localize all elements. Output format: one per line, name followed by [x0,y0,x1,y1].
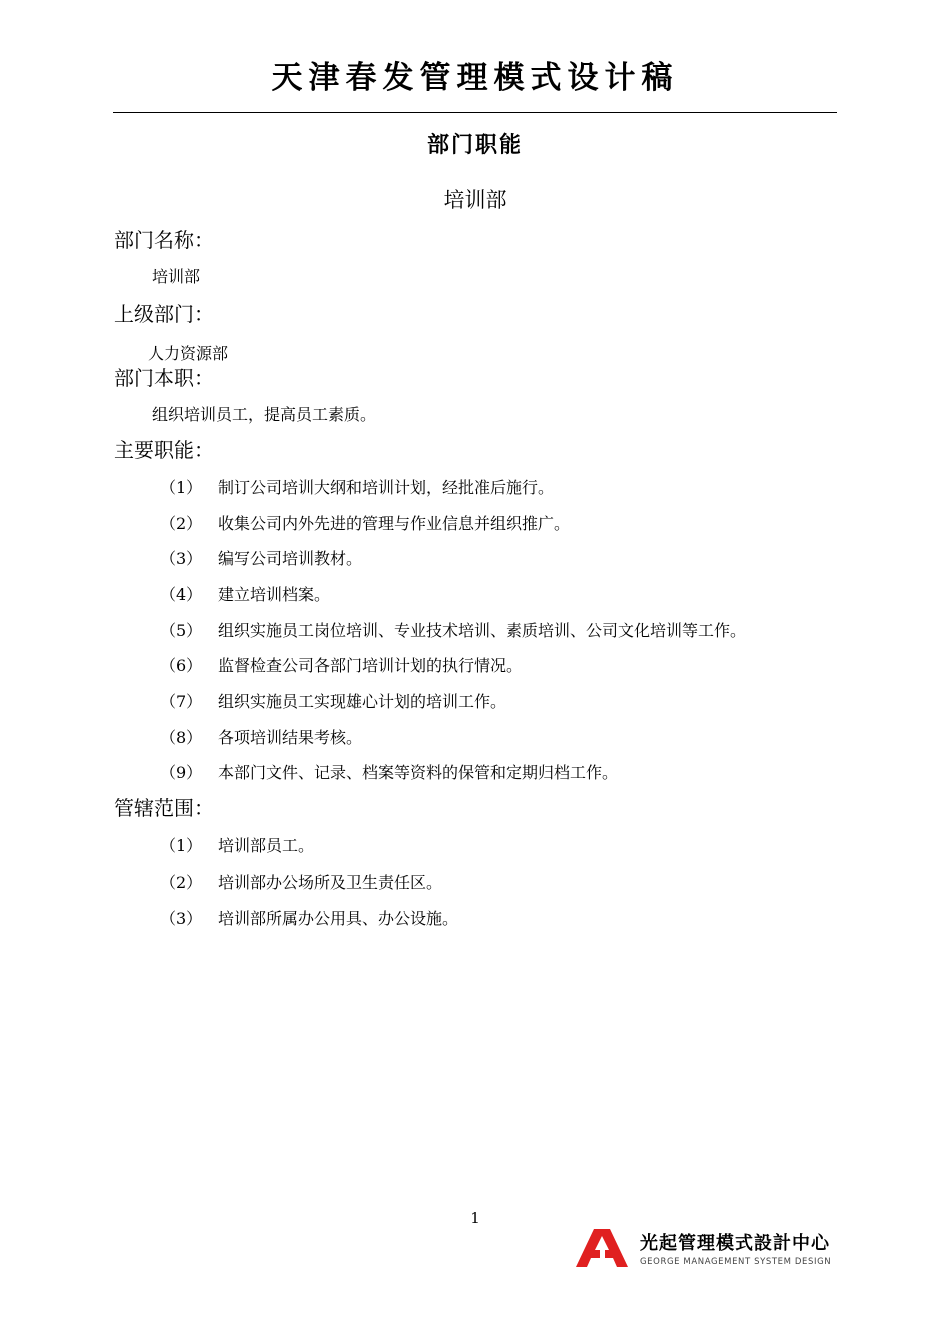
item-number: （1） [160,836,203,855]
logo-a-icon [574,1227,630,1267]
logo-english-name: GEORGE MANAGEMENT SYSTEM DESIGN [640,1257,832,1267]
item-text: 建立培训档案。 [218,585,331,604]
function-item [160,546,362,569]
item-number: （2） [160,514,203,533]
function-item [160,511,570,534]
item-text: 培训部办公场所及卫生责任区。 [218,873,443,892]
item-number: （5） [160,621,203,640]
item-text: 收集公司内外先进的管理与作业信息并组织推广。 [218,514,571,533]
department-title: 培训部 [443,188,507,212]
document-title: 天津春发管理模式设计稿 [271,60,679,96]
item-text: 组织实施员工岗位培训、专业技术培训、素质培训、公司文化培训等工作。 [218,621,747,640]
parent-dept-value: 人力资源部 [148,344,229,363]
company-logo [574,1227,839,1271]
item-number: （3） [160,909,203,928]
function-item [160,618,746,641]
item-text: 各项培训结果考核。 [218,728,363,747]
function-item [160,689,506,712]
item-number: （1） [160,478,203,497]
dept-name-value: 培训部 [152,267,201,286]
dept-duty-value: 组织培训员工，提高员工素质。 [152,405,377,424]
page-number: 1 [470,1209,480,1227]
item-text: 制订公司培训大纲和培训计划，经批准后施行。 [218,478,555,497]
dept-name-label: 部门名称： [114,228,214,252]
logo-chinese-name: 光起管理模式設計中心 [640,1233,830,1254]
item-text: 培训部所属办公用具、办公设施。 [218,909,459,928]
item-text: 组织实施员工实现雄心计划的培训工作。 [218,692,507,711]
item-number: （2） [160,873,203,892]
function-item [160,475,554,498]
function-item [160,725,362,748]
item-number: （8） [160,728,203,747]
function-item [160,582,330,605]
item-number: （6） [160,656,203,675]
function-item [160,653,522,676]
scope-item [160,833,314,856]
functions-label: 主要职能： [114,438,214,462]
item-number: （3） [160,549,203,568]
item-number: （4） [160,585,203,604]
dept-duty-label: 部门本职： [114,366,214,390]
section-title: 部门职能 [426,133,523,158]
function-item [160,760,618,783]
scope-label: 管辖范围： [114,796,214,820]
item-number: （7） [160,692,203,711]
item-text: 编写公司培训教材。 [218,549,363,568]
item-text: 本部门文件、记录、档案等资料的保管和定期归档工作。 [218,763,619,782]
scope-item [160,870,442,893]
parent-dept-label: 上级部门： [114,302,214,326]
title-divider [113,112,837,113]
scope-item [160,906,458,929]
item-text: 监督检查公司各部门培训计划的执行情况。 [218,656,523,675]
item-number: （9） [160,763,203,782]
item-text: 培训部员工。 [218,836,315,855]
